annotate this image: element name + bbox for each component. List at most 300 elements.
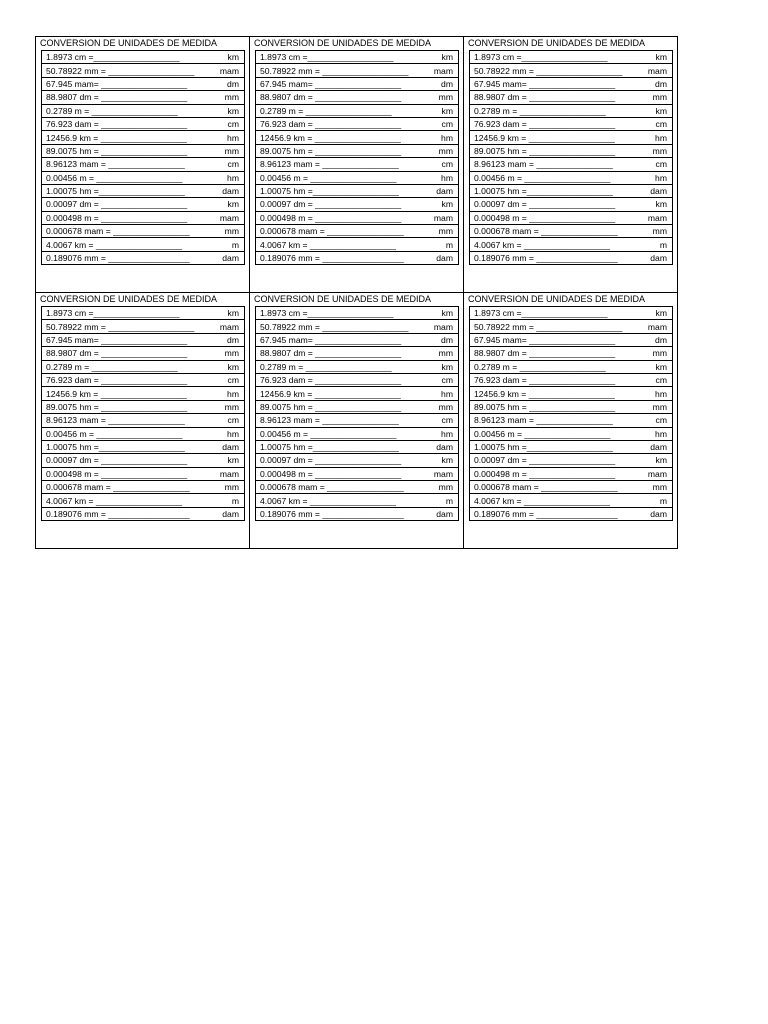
exercise-question: 0.00456 m = __________________ bbox=[46, 172, 183, 183]
exercise-question: 76.923 dam = __________________ bbox=[474, 119, 616, 130]
exercise-target-unit: cm bbox=[655, 415, 667, 426]
exercise-question: 0.2789 m = __________________ bbox=[46, 105, 178, 116]
exercise-target-unit: km bbox=[227, 361, 239, 372]
exercise-target-unit: dam bbox=[222, 186, 239, 197]
exercise-row bbox=[42, 91, 245, 104]
exercise-row bbox=[42, 427, 245, 440]
exercise-row bbox=[256, 77, 459, 90]
exercise-cell[interactable] bbox=[42, 400, 245, 413]
exercise-target-unit: mm bbox=[224, 92, 239, 103]
exercise-target-unit: hm bbox=[227, 132, 239, 143]
exercise-cell[interactable] bbox=[42, 333, 245, 346]
exercise-target-unit: mm bbox=[438, 482, 453, 493]
exercise-row bbox=[470, 144, 673, 157]
exercise-target-unit: cm bbox=[441, 159, 453, 170]
exercise-target-unit: mm bbox=[652, 226, 667, 237]
card-title: CONVERSION DE UNIDADES DE MEDIDA bbox=[40, 38, 218, 48]
exercise-question: 67.945 mam= __________________ bbox=[260, 334, 402, 345]
exercise-cell[interactable] bbox=[256, 400, 459, 413]
exercise-target-unit: dm bbox=[227, 78, 239, 89]
exercise-row bbox=[42, 333, 245, 346]
exercise-cell[interactable] bbox=[470, 225, 673, 238]
exercise-row bbox=[42, 467, 245, 480]
exercise-cell[interactable] bbox=[42, 440, 245, 453]
exercise-row bbox=[42, 158, 245, 171]
exercise-cell[interactable] bbox=[256, 225, 459, 238]
exercise-cell[interactable] bbox=[470, 91, 673, 104]
exercise-question: 50.78922 mm = __________________ bbox=[474, 321, 623, 332]
exercise-cell[interactable] bbox=[256, 131, 459, 144]
exercise-cell[interactable] bbox=[256, 184, 459, 197]
exercise-question: 4.0067 km = __________________ bbox=[46, 495, 182, 506]
exercise-cell[interactable] bbox=[42, 225, 245, 238]
exercise-row bbox=[42, 144, 245, 157]
exercise-row bbox=[470, 414, 673, 427]
exercise-cell[interactable] bbox=[42, 454, 245, 467]
exercise-row bbox=[256, 400, 459, 413]
exercise-cell[interactable] bbox=[42, 211, 245, 224]
exercise-row bbox=[42, 104, 245, 117]
exercise-cell[interactable] bbox=[470, 144, 673, 157]
exercise-row bbox=[470, 454, 673, 467]
exercise-cell[interactable] bbox=[256, 481, 459, 494]
exercise-cell[interactable] bbox=[256, 144, 459, 157]
exercise-question: 88.9807 dm = __________________ bbox=[260, 348, 402, 359]
exercise-target-unit: mm bbox=[224, 348, 239, 359]
exercise-target-unit: mam bbox=[647, 468, 667, 479]
card-title: CONVERSION DE UNIDADES DE MEDIDA bbox=[468, 38, 646, 48]
exercise-question: 50.78922 mm = __________________ bbox=[260, 65, 409, 76]
exercise-row bbox=[42, 251, 245, 264]
exercise-cell[interactable] bbox=[470, 211, 673, 224]
exercise-question: 8.96123 mam = ________________ bbox=[474, 159, 613, 170]
exercise-target-unit: cm bbox=[655, 159, 667, 170]
exercise-row bbox=[256, 373, 459, 386]
exercise-cell[interactable] bbox=[256, 507, 459, 520]
exercise-cell[interactable] bbox=[470, 454, 673, 467]
exercise-cell[interactable] bbox=[256, 251, 459, 264]
exercise-question: 1.8973 cm =__________________ bbox=[46, 308, 180, 319]
exercise-row bbox=[256, 333, 459, 346]
exercise-target-unit: km bbox=[655, 52, 667, 63]
exercise-target-unit: km bbox=[227, 199, 239, 210]
exercise-target-unit: m bbox=[231, 239, 239, 250]
exercise-cell[interactable] bbox=[256, 238, 459, 251]
exercise-target-unit: mam bbox=[647, 65, 667, 76]
exercise-target-unit: dam bbox=[222, 442, 239, 453]
exercise-question: 1.00075 hm =__________________ bbox=[46, 442, 185, 453]
exercise-question: 0.000678 mam = ________________ bbox=[46, 482, 190, 493]
exercise-cell[interactable] bbox=[470, 360, 673, 373]
exercise-row bbox=[470, 320, 673, 333]
exercise-target-unit: dam bbox=[650, 253, 667, 264]
exercise-target-unit: dam bbox=[650, 442, 667, 453]
exercise-target-unit: mam bbox=[433, 468, 453, 479]
exercise-question: 0.000678 mam = ________________ bbox=[46, 226, 190, 237]
exercise-cell[interactable] bbox=[256, 211, 459, 224]
exercise-cell[interactable] bbox=[256, 307, 459, 320]
exercise-target-unit: mm bbox=[652, 145, 667, 156]
exercise-cell[interactable] bbox=[256, 440, 459, 453]
exercise-row bbox=[256, 104, 459, 117]
exercise-cell[interactable] bbox=[470, 427, 673, 440]
exercise-question: 0.2789 m = __________________ bbox=[260, 361, 392, 372]
exercise-question: 0.189076 mm = _________________ bbox=[474, 509, 618, 520]
exercise-target-unit: dam bbox=[222, 253, 239, 264]
exercise-row bbox=[470, 333, 673, 346]
exercise-row bbox=[256, 171, 459, 184]
exercise-cell[interactable] bbox=[470, 320, 673, 333]
exercise-target-unit: mam bbox=[219, 212, 239, 223]
exercise-question: 0.000678 mam = ________________ bbox=[474, 226, 618, 237]
exercise-target-unit: dam bbox=[436, 442, 453, 453]
exercise-target-unit: hm bbox=[441, 428, 453, 439]
exercise-cell[interactable] bbox=[470, 251, 673, 264]
exercise-question: 1.8973 cm =__________________ bbox=[260, 52, 394, 63]
exercise-row bbox=[42, 238, 245, 251]
exercise-row bbox=[470, 467, 673, 480]
exercise-row bbox=[42, 198, 245, 211]
exercise-target-unit: hm bbox=[655, 172, 667, 183]
exercise-target-unit: m bbox=[445, 495, 453, 506]
exercise-row bbox=[470, 507, 673, 520]
exercise-row bbox=[256, 481, 459, 494]
exercise-question: 8.96123 mam = ________________ bbox=[260, 415, 399, 426]
exercise-question: 4.0067 km = __________________ bbox=[474, 239, 610, 250]
exercise-cell[interactable] bbox=[470, 307, 673, 320]
card-title: CONVERSION DE UNIDADES DE MEDIDA bbox=[40, 294, 218, 304]
exercise-target-unit: mm bbox=[438, 401, 453, 412]
exercise-row bbox=[42, 225, 245, 238]
exercise-row bbox=[256, 427, 459, 440]
exercise-cell[interactable] bbox=[42, 414, 245, 427]
exercise-target-unit: dam bbox=[650, 509, 667, 520]
exercise-row bbox=[42, 117, 245, 130]
exercise-target-unit: cm bbox=[227, 119, 239, 130]
exercise-cell[interactable] bbox=[42, 373, 245, 386]
exercise-row bbox=[256, 91, 459, 104]
exercise-cell[interactable] bbox=[42, 171, 245, 184]
exercise-question: 0.189076 mm = _________________ bbox=[46, 253, 190, 264]
exercise-cell[interactable] bbox=[256, 347, 459, 360]
exercise-target-unit: dm bbox=[655, 334, 667, 345]
exercise-question: 0.2789 m = __________________ bbox=[46, 361, 178, 372]
exercise-question: 50.78922 mm = __________________ bbox=[46, 65, 195, 76]
exercise-question: 0.00097 dm = __________________ bbox=[46, 199, 188, 210]
exercise-target-unit: km bbox=[655, 105, 667, 116]
exercise-target-unit: hm bbox=[441, 172, 453, 183]
card-title: CONVERSION DE UNIDADES DE MEDIDA bbox=[254, 38, 432, 48]
exercise-cell[interactable] bbox=[470, 171, 673, 184]
exercise-row bbox=[470, 131, 673, 144]
exercise-target-unit: km bbox=[655, 308, 667, 319]
exercise-row bbox=[470, 77, 673, 90]
exercise-cell[interactable] bbox=[256, 77, 459, 90]
exercise-question: 0.2789 m = __________________ bbox=[474, 361, 606, 372]
exercise-cell[interactable] bbox=[42, 198, 245, 211]
exercise-cell[interactable] bbox=[42, 91, 245, 104]
exercise-row bbox=[470, 373, 673, 386]
exercise-target-unit: dam bbox=[436, 186, 453, 197]
exercise-target-unit: km bbox=[227, 52, 239, 63]
exercise-question: 0.189076 mm = _________________ bbox=[474, 253, 618, 264]
exercise-cell[interactable] bbox=[42, 238, 245, 251]
exercise-cell[interactable] bbox=[42, 347, 245, 360]
exercise-row bbox=[42, 320, 245, 333]
exercise-question: 67.945 mam= __________________ bbox=[46, 78, 188, 89]
exercise-question: 0.2789 m = __________________ bbox=[260, 105, 392, 116]
exercise-cell[interactable] bbox=[470, 131, 673, 144]
exercise-cell[interactable] bbox=[470, 333, 673, 346]
exercise-question: 0.189076 mm = _________________ bbox=[260, 253, 404, 264]
exercise-target-unit: mam bbox=[219, 321, 239, 332]
exercise-row bbox=[42, 454, 245, 467]
exercise-question: 1.00075 hm =__________________ bbox=[260, 186, 399, 197]
card-title: CONVERSION DE UNIDADES DE MEDIDA bbox=[254, 294, 432, 304]
exercise-question: 0.00097 dm = __________________ bbox=[46, 455, 188, 466]
exercise-question: 12456.9 km = __________________ bbox=[260, 388, 401, 399]
exercise-cell[interactable] bbox=[470, 117, 673, 130]
exercise-target-unit: hm bbox=[227, 388, 239, 399]
exercise-cell[interactable] bbox=[42, 64, 245, 77]
exercise-target-unit: hm bbox=[441, 388, 453, 399]
exercise-cell[interactable] bbox=[42, 184, 245, 197]
exercise-target-unit: hm bbox=[227, 172, 239, 183]
exercise-target-unit: dam bbox=[222, 509, 239, 520]
exercise-cell[interactable] bbox=[42, 507, 245, 520]
exercise-row bbox=[42, 51, 245, 64]
exercise-cell[interactable] bbox=[42, 117, 245, 130]
exercise-cell[interactable] bbox=[470, 373, 673, 386]
exercise-row bbox=[42, 64, 245, 77]
exercise-cell[interactable] bbox=[470, 414, 673, 427]
exercise-row bbox=[470, 184, 673, 197]
exercise-row bbox=[256, 64, 459, 77]
exercise-question: 67.945 mam= __________________ bbox=[474, 334, 616, 345]
exercise-table bbox=[41, 306, 245, 521]
exercise-target-unit: mm bbox=[224, 482, 239, 493]
exercise-row bbox=[470, 251, 673, 264]
exercise-cell[interactable] bbox=[256, 387, 459, 400]
exercise-row bbox=[42, 77, 245, 90]
exercise-cell[interactable] bbox=[42, 51, 245, 64]
exercise-row bbox=[470, 387, 673, 400]
exercise-target-unit: mm bbox=[438, 92, 453, 103]
exercise-question: 12456.9 km = __________________ bbox=[474, 388, 615, 399]
exercise-row bbox=[256, 184, 459, 197]
exercise-target-unit: mm bbox=[438, 145, 453, 156]
exercise-question: 0.189076 mm = _________________ bbox=[260, 509, 404, 520]
exercise-question: 88.9807 dm = __________________ bbox=[474, 92, 616, 103]
exercise-row bbox=[470, 440, 673, 453]
exercise-cell[interactable] bbox=[256, 360, 459, 373]
exercise-row bbox=[470, 347, 673, 360]
exercise-cell[interactable] bbox=[470, 198, 673, 211]
exercise-question: 12456.9 km = __________________ bbox=[260, 132, 401, 143]
exercise-cell[interactable] bbox=[256, 64, 459, 77]
exercise-row bbox=[256, 440, 459, 453]
exercise-cell[interactable] bbox=[42, 158, 245, 171]
exercise-row bbox=[256, 360, 459, 373]
exercise-row bbox=[470, 51, 673, 64]
exercise-cell[interactable] bbox=[256, 494, 459, 507]
exercise-cell[interactable] bbox=[470, 440, 673, 453]
exercise-cell[interactable] bbox=[470, 400, 673, 413]
exercise-question: 1.8973 cm =__________________ bbox=[260, 308, 394, 319]
exercise-cell[interactable] bbox=[470, 387, 673, 400]
exercise-target-unit: dm bbox=[441, 334, 453, 345]
exercise-cell[interactable] bbox=[42, 144, 245, 157]
exercise-target-unit: mm bbox=[652, 348, 667, 359]
exercise-cell[interactable] bbox=[256, 454, 459, 467]
exercise-cell[interactable] bbox=[42, 307, 245, 320]
exercise-question: 1.00075 hm =__________________ bbox=[474, 442, 613, 453]
exercise-question: 0.00097 dm = __________________ bbox=[474, 199, 616, 210]
exercise-cell[interactable] bbox=[42, 467, 245, 480]
exercise-target-unit: dm bbox=[441, 78, 453, 89]
exercise-question: 4.0067 km = __________________ bbox=[474, 495, 610, 506]
exercise-cell[interactable] bbox=[42, 387, 245, 400]
exercise-target-unit: cm bbox=[227, 159, 239, 170]
exercise-question: 8.96123 mam = ________________ bbox=[474, 415, 613, 426]
exercise-target-unit: cm bbox=[655, 375, 667, 386]
exercise-cell[interactable] bbox=[42, 104, 245, 117]
exercise-cell[interactable] bbox=[470, 184, 673, 197]
exercise-row bbox=[256, 307, 459, 320]
exercise-target-unit: m bbox=[659, 239, 667, 250]
exercise-cell[interactable] bbox=[42, 131, 245, 144]
exercise-row bbox=[42, 184, 245, 197]
exercise-question: 4.0067 km = __________________ bbox=[46, 239, 182, 250]
exercise-target-unit: mam bbox=[219, 65, 239, 76]
exercise-question: 0.189076 mm = _________________ bbox=[46, 509, 190, 520]
exercise-target-unit: mm bbox=[652, 482, 667, 493]
exercise-row bbox=[470, 238, 673, 251]
exercise-cell[interactable] bbox=[42, 320, 245, 333]
exercise-question: 0.000498 m = __________________ bbox=[46, 212, 188, 223]
exercise-target-unit: cm bbox=[441, 119, 453, 130]
exercise-cell[interactable] bbox=[42, 494, 245, 507]
exercise-target-unit: m bbox=[659, 495, 667, 506]
exercise-row bbox=[256, 211, 459, 224]
exercise-target-unit: km bbox=[227, 455, 239, 466]
exercise-row bbox=[256, 454, 459, 467]
exercise-cell[interactable] bbox=[470, 507, 673, 520]
exercise-cell[interactable] bbox=[470, 77, 673, 90]
exercise-row bbox=[470, 307, 673, 320]
exercise-row bbox=[256, 238, 459, 251]
exercise-question: 89.0075 hm = __________________ bbox=[474, 145, 616, 156]
exercise-row bbox=[470, 481, 673, 494]
exercise-cell[interactable] bbox=[256, 373, 459, 386]
exercise-question: 89.0075 hm = __________________ bbox=[260, 401, 402, 412]
exercise-target-unit: km bbox=[655, 361, 667, 372]
exercise-target-unit: km bbox=[441, 105, 453, 116]
exercise-row bbox=[42, 507, 245, 520]
exercise-cell[interactable] bbox=[256, 91, 459, 104]
exercise-cell[interactable] bbox=[256, 171, 459, 184]
exercise-cell[interactable] bbox=[256, 320, 459, 333]
exercise-cell[interactable] bbox=[42, 251, 245, 264]
exercise-target-unit: km bbox=[655, 199, 667, 210]
exercise-cell[interactable] bbox=[256, 467, 459, 480]
exercise-target-unit: m bbox=[445, 239, 453, 250]
exercise-target-unit: km bbox=[441, 52, 453, 63]
exercise-target-unit: dm bbox=[227, 334, 239, 345]
exercise-question: 89.0075 hm = __________________ bbox=[46, 145, 188, 156]
exercise-question: 76.923 dam = __________________ bbox=[260, 375, 402, 386]
exercise-cell[interactable] bbox=[42, 481, 245, 494]
exercise-row bbox=[256, 467, 459, 480]
exercise-row bbox=[470, 158, 673, 171]
exercise-question: 0.000678 mam = ________________ bbox=[260, 226, 404, 237]
exercise-question: 0.00456 m = __________________ bbox=[260, 428, 397, 439]
exercise-question: 76.923 dam = __________________ bbox=[46, 375, 188, 386]
exercise-question: 0.00097 dm = __________________ bbox=[260, 455, 402, 466]
exercise-target-unit: dm bbox=[655, 78, 667, 89]
exercise-cell[interactable] bbox=[470, 494, 673, 507]
exercise-table bbox=[255, 306, 459, 521]
exercise-question: 0.00097 dm = __________________ bbox=[260, 199, 402, 210]
exercise-cell[interactable] bbox=[256, 333, 459, 346]
exercise-target-unit: mm bbox=[438, 226, 453, 237]
exercise-target-unit: km bbox=[655, 455, 667, 466]
exercise-row bbox=[42, 373, 245, 386]
exercise-question: 76.923 dam = __________________ bbox=[474, 375, 616, 386]
exercise-question: 1.8973 cm =__________________ bbox=[474, 52, 608, 63]
exercise-cell[interactable] bbox=[470, 481, 673, 494]
exercise-question: 0.2789 m = __________________ bbox=[474, 105, 606, 116]
exercise-cell[interactable] bbox=[42, 77, 245, 90]
exercise-row bbox=[256, 320, 459, 333]
exercise-cell[interactable] bbox=[470, 158, 673, 171]
exercise-cell[interactable] bbox=[256, 104, 459, 117]
exercise-cell[interactable] bbox=[470, 347, 673, 360]
exercise-cell[interactable] bbox=[256, 414, 459, 427]
exercise-question: 12456.9 km = __________________ bbox=[474, 132, 615, 143]
exercise-row bbox=[256, 347, 459, 360]
exercise-cell[interactable] bbox=[256, 51, 459, 64]
exercise-cell[interactable] bbox=[256, 427, 459, 440]
exercise-question: 50.78922 mm = __________________ bbox=[46, 321, 195, 332]
exercise-cell[interactable] bbox=[42, 360, 245, 373]
exercise-cell[interactable] bbox=[470, 467, 673, 480]
exercise-row bbox=[470, 104, 673, 117]
exercise-row bbox=[42, 171, 245, 184]
exercise-cell[interactable] bbox=[470, 64, 673, 77]
exercise-cell[interactable] bbox=[470, 238, 673, 251]
exercise-question: 89.0075 hm = __________________ bbox=[474, 401, 616, 412]
exercise-row bbox=[42, 400, 245, 413]
exercise-table bbox=[469, 50, 673, 265]
exercise-cell[interactable] bbox=[256, 198, 459, 211]
exercise-question: 0.000498 m = __________________ bbox=[474, 468, 616, 479]
exercise-target-unit: cm bbox=[441, 415, 453, 426]
exercise-row bbox=[470, 117, 673, 130]
exercise-cell[interactable] bbox=[470, 51, 673, 64]
exercise-question: 88.9807 dm = __________________ bbox=[46, 92, 188, 103]
exercise-cell[interactable] bbox=[470, 104, 673, 117]
exercise-target-unit: mam bbox=[433, 65, 453, 76]
exercise-target-unit: mam bbox=[433, 321, 453, 332]
exercise-cell[interactable] bbox=[42, 427, 245, 440]
exercise-question: 88.9807 dm = __________________ bbox=[474, 348, 616, 359]
exercise-row bbox=[42, 481, 245, 494]
exercise-cell[interactable] bbox=[256, 117, 459, 130]
exercise-row bbox=[256, 51, 459, 64]
exercise-cell[interactable] bbox=[256, 158, 459, 171]
exercise-target-unit: mm bbox=[224, 401, 239, 412]
